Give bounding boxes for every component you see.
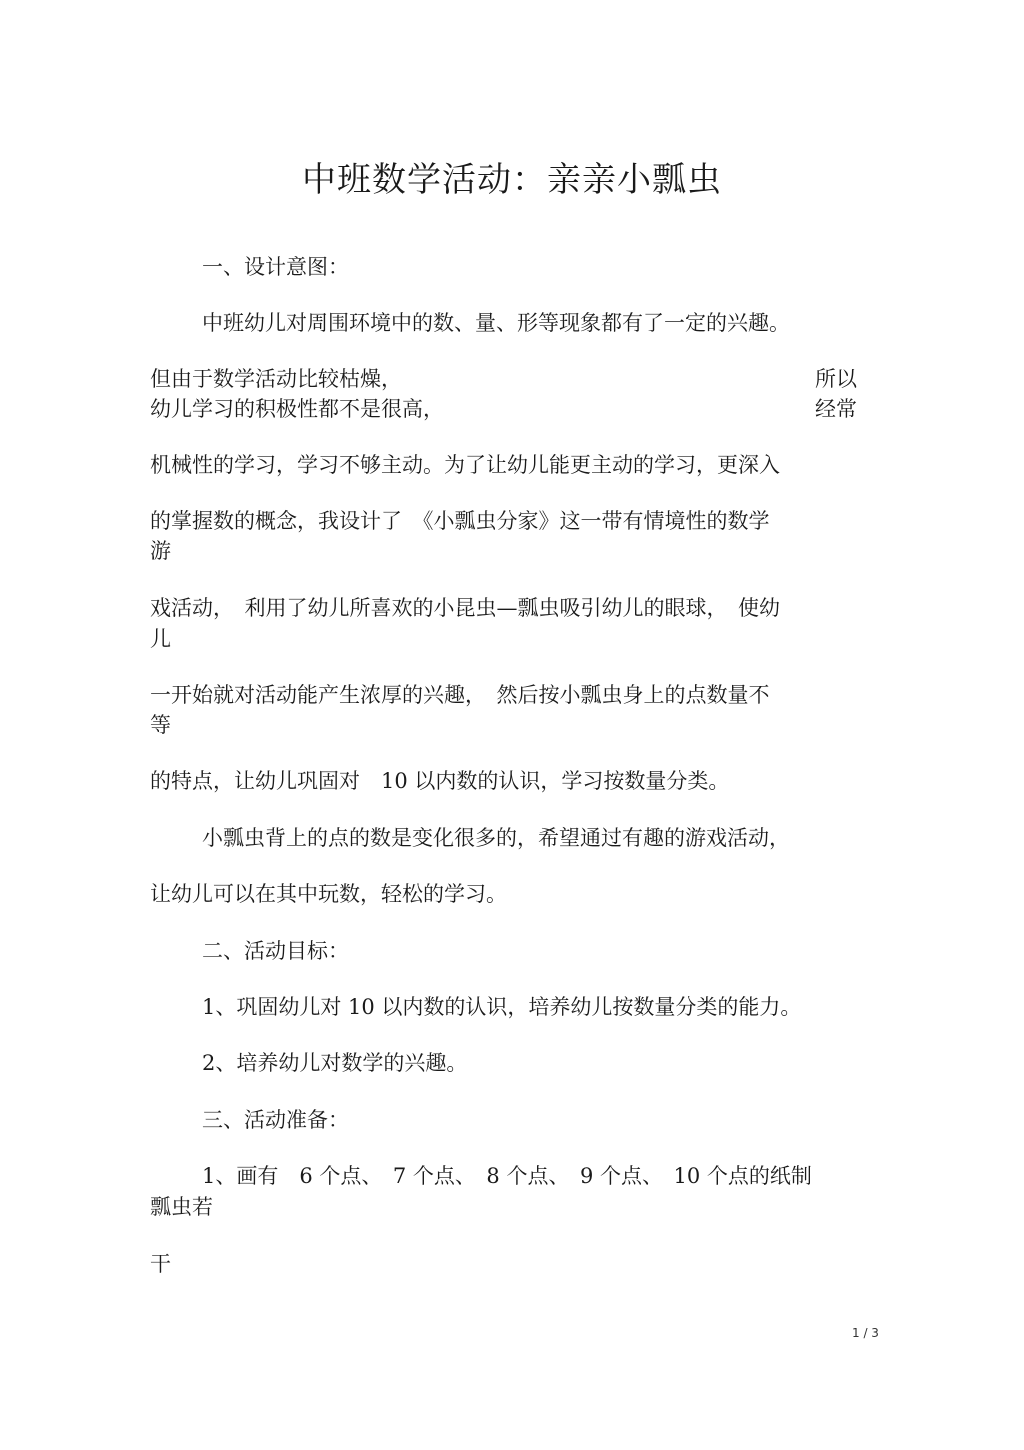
paragraph-line: 儿	[150, 627, 171, 651]
section-heading: 三、活动准备：	[202, 1108, 349, 1132]
paragraph-line: 中班幼儿对周围环境中的数、量、形等现象都有了一定的兴趣。	[202, 311, 790, 335]
paragraph-line: 一开始就对活动能产生浓厚的兴趣， 然后按小瓢虫身上的点数量不	[150, 683, 770, 707]
section-heading: 一、设计意图：	[202, 255, 349, 279]
list-item-continuation: 瓢虫若	[150, 1195, 213, 1219]
page-number: 1 / 3	[852, 1326, 879, 1340]
paragraph-line-right: 所以	[815, 367, 857, 391]
paragraph-line: 机械性的学习，学习不够主动。为了让幼儿能更主动的学习，更深入	[150, 453, 780, 477]
paragraph-line: 幼儿学习的积极性都不是很高，	[150, 397, 444, 421]
list-item: 1、画有 6 个点、 7 个点、 8 个点、 9 个点、 10 个点的纸制	[202, 1164, 812, 1188]
paragraph-line: 的特点，让幼儿巩固对 10 以内数的认识，学习按数量分类。	[150, 769, 730, 793]
paragraph-line: 让幼儿可以在其中玩数，轻松的学习。	[150, 882, 507, 906]
paragraph-line: 游	[150, 539, 171, 563]
paragraph-line: 的掌握数的概念，我设计了 《小瓢虫分家》这一带有情境性的数学	[150, 509, 770, 533]
paragraph-line-right: 经常	[815, 397, 857, 421]
section-heading: 二、活动目标：	[202, 939, 349, 963]
list-item-continuation: 干	[150, 1252, 171, 1276]
list-item: 1、巩固幼儿对 10 以内数的认识，培养幼儿按数量分类的能力。	[202, 995, 802, 1019]
paragraph-line: 但由于数学活动比较枯燥，	[150, 367, 402, 391]
paragraph-line: 小瓢虫背上的点的数是变化很多的，希望通过有趣的游戏活动，	[202, 826, 790, 850]
document-title: 中班数学活动：亲亲小瓢虫	[302, 160, 722, 200]
paragraph-line: 等	[150, 713, 171, 737]
list-item: 2、培养幼儿对数学的兴趣。	[202, 1051, 468, 1075]
paragraph-line: 戏活动， 利用了幼儿所喜欢的小昆虫—瓢虫吸引幼儿的眼球， 使幼	[150, 596, 780, 620]
